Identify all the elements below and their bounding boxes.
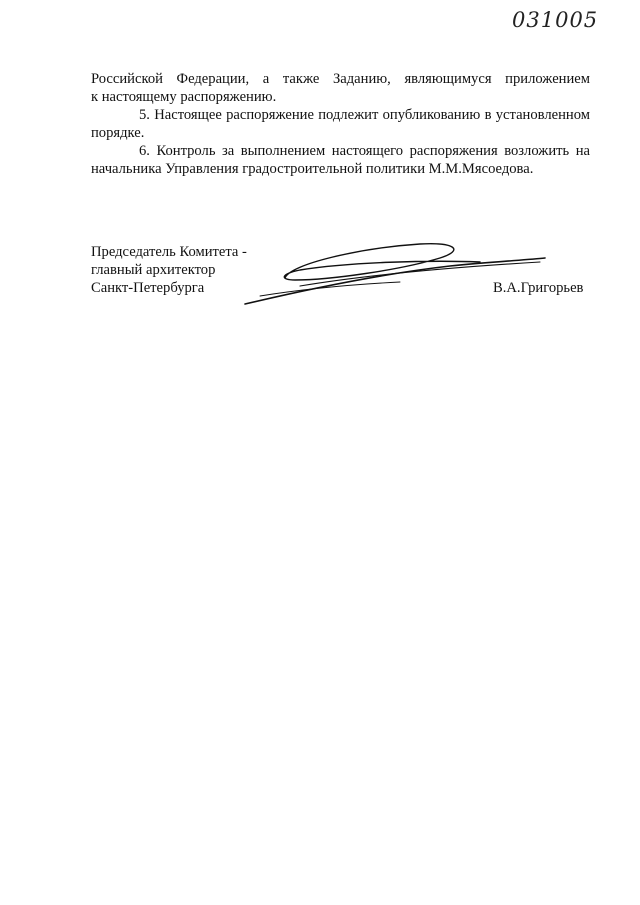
signatory-title-line: Санкт-Петербурга bbox=[91, 280, 205, 296]
paragraph-line: Российской Федерации, а также Заданию, являющимуся приложением bbox=[91, 71, 590, 87]
paragraph-6 bbox=[91, 142, 590, 178]
handwritten-signature bbox=[240, 236, 560, 311]
signatory-title-line: Председатель Комитета - bbox=[91, 244, 247, 260]
signatory-title bbox=[91, 243, 247, 297]
paragraph-line: к настоящему распоряжению. bbox=[91, 89, 277, 105]
signatory-name: В.А.Григорьев bbox=[493, 280, 584, 296]
handwritten-page-number: 031005 bbox=[512, 8, 599, 32]
paragraph-line: начальника Управления градостроительной политики М.М.Мясоедова. bbox=[91, 161, 534, 177]
signatory-title-line: главный архитектор bbox=[91, 262, 216, 278]
paragraph-continuation bbox=[91, 70, 590, 106]
paragraph-line: 6. Контроль за выполнением настоящего распоряжения возложить на bbox=[139, 143, 590, 159]
paragraph-line: 5. Настоящее распоряжение подлежит опубликованию в установленном bbox=[139, 107, 590, 123]
paragraph-5 bbox=[91, 106, 590, 142]
paragraph-line: порядке. bbox=[91, 125, 145, 141]
